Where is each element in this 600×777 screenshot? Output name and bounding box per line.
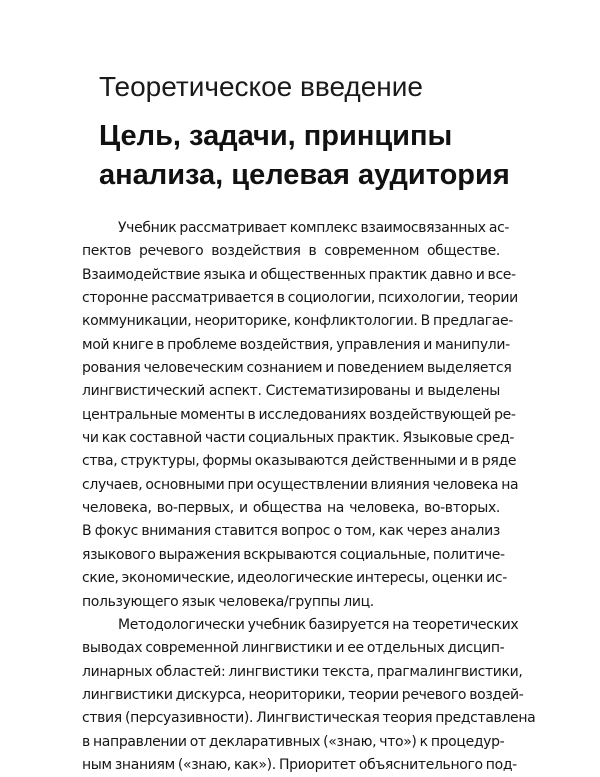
text-line: ства, структуры, формы оказываются действенными и в ряде	[82, 453, 517, 470]
body-text	[82, 217, 536, 777]
text-line: ские, экономические, идеологические интересы, оценки ис-	[82, 570, 507, 587]
text-line: случаев, основными при осуществлении влияния человека на	[82, 476, 519, 493]
text-line: Методологически учебник базируется на теоретических	[118, 616, 519, 633]
text-line: лингвистический аспект. Систематизированы и выделены	[82, 383, 500, 400]
paragraph-2	[82, 614, 536, 777]
chapter-title	[99, 117, 510, 195]
text-line: человека, во-первых, и общества на человека, во-вторых.	[82, 500, 500, 517]
section-label: Теоретическое введение	[99, 71, 423, 102]
text-line: пектов речевого воздействия в современном обществе.	[82, 243, 500, 260]
text-line: сторонне рассматривается в социологии, психологии, теории	[82, 290, 518, 307]
text-line: В фокус внимания ставится вопрос о том, как через анализ	[82, 523, 500, 540]
text-line: языкового выражения вскрываются социальные, политиче-	[82, 546, 505, 563]
text-line: лингвистики дискурса, неориторики, теории речевого воздей-	[82, 686, 524, 703]
text-line: центральные моменты в исследованиях воздействующей ре-	[82, 406, 516, 423]
title-line: Цель, задачи, принципы	[99, 120, 453, 152]
text-line: в направлении от декларативных («знаю, что») к процедур-	[82, 733, 505, 750]
text-line: мой книге в проблеме воздействия, управления и манипули-	[82, 336, 510, 353]
title-line: анализа, целевая аудитория	[99, 159, 510, 191]
text-line: линарных областей: лингвистики текста, прагмалингвистики,	[82, 663, 523, 680]
text-line: выводах современной лингвистики и ее отдельных дисцип-	[82, 640, 505, 657]
text-line: чи как составной части социальных практик. Языковые сред-	[82, 430, 515, 447]
text-line: Учебник рассматривает комплекс взаимосвязанных ас-	[118, 220, 510, 236]
text-line: коммуникации, неориторике, конфликтологии. В предлагае-	[82, 313, 513, 330]
text-line: ным знаниям («знаю, как»). Приоритет объяснительного под-	[82, 756, 517, 773]
text-line: Взаимодействие языка и общественных практик давно и все-	[82, 266, 516, 283]
text-line: рования человеческим сознанием и поведением выделяется	[82, 360, 512, 377]
text-line: пользующего язык человека/группы лиц.	[82, 593, 374, 610]
text-line: ствия (персуазивности). Лингвистическая теория представлена	[82, 710, 536, 727]
paragraph-1	[82, 217, 519, 614]
